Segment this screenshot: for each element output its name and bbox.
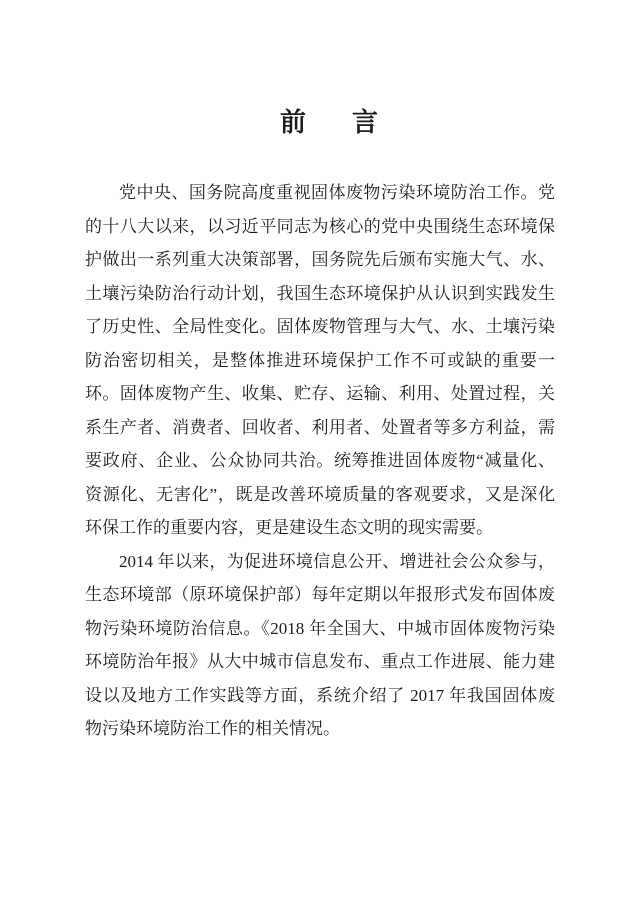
paragraph-1-line-11: 环保工作的重要内容，更是建设生态文明的现实需要。 — [85, 518, 493, 537]
paragraph-1-line-10: 资源化、无害化”，既是改善环境质量的客观要求，又是深化 — [85, 484, 555, 504]
paragraph-1-line-6: 防治密切相关，是整体推进环境保护工作不可或缺的重要一 — [85, 350, 555, 370]
page-title-char-1: 前 — [279, 108, 306, 137]
paragraph-1-line-9: 要政府、企业、公众协同共治。统筹推进固体废物“减量化、 — [85, 451, 555, 470]
paragraph-1-line-5: 了历史性、全局性变化。固体废物管理与大气、水、土壤污染 — [85, 317, 555, 336]
paragraph-1-line-1: 党中央、国务院高度重视固体废物污染环境防治工作。党 — [119, 183, 555, 202]
paragraph-2-line-1: 2014 年以来，为促进环境信息公开、增进社会公众参与， — [119, 551, 555, 571]
page-title — [9, 106, 640, 139]
paragraph-2-line-6: 物污染环境防治工作的相关情况。 — [85, 719, 340, 738]
paragraph-1-line-8: 系生产者、消费者、回收者、利用者、处置者等多方利益，需 — [85, 417, 555, 437]
paragraph-1-line-4: 土壤污染防治行动计划，我国生态环境保护从认识到实践发生 — [85, 283, 555, 303]
paragraph-1-line-7: 环。固体废物产生、收集、贮存、运输、利用、处置过程，关 — [85, 384, 555, 403]
paragraph-1-line-2: 的十八大以来，以习近平同志为核心的党中央围绕生态环境保 — [85, 216, 555, 236]
paragraph-2-line-2: 生态环境部（原环境保护部）每年定期以年报形式发布固体废 — [85, 585, 555, 604]
page-title-char-2: 言 — [352, 108, 379, 137]
document-body — [85, 176, 555, 746]
paragraph-2-line-5: 设以及地方工作实践等方面，系统介绍了 2017 年我国固体废 — [85, 685, 555, 705]
paragraph-1-line-3: 护做出一系列重大决策部署，国务院先后颁布实施大气、水、 — [85, 250, 555, 269]
paragraph-2-line-4: 环境防治年报》从大中城市信息发布、重点工作进展、能力建 — [85, 652, 555, 671]
paragraph-2-line-3: 物污染环境防治信息。《2018 年全国大、中城市固体废物污染 — [85, 618, 555, 638]
